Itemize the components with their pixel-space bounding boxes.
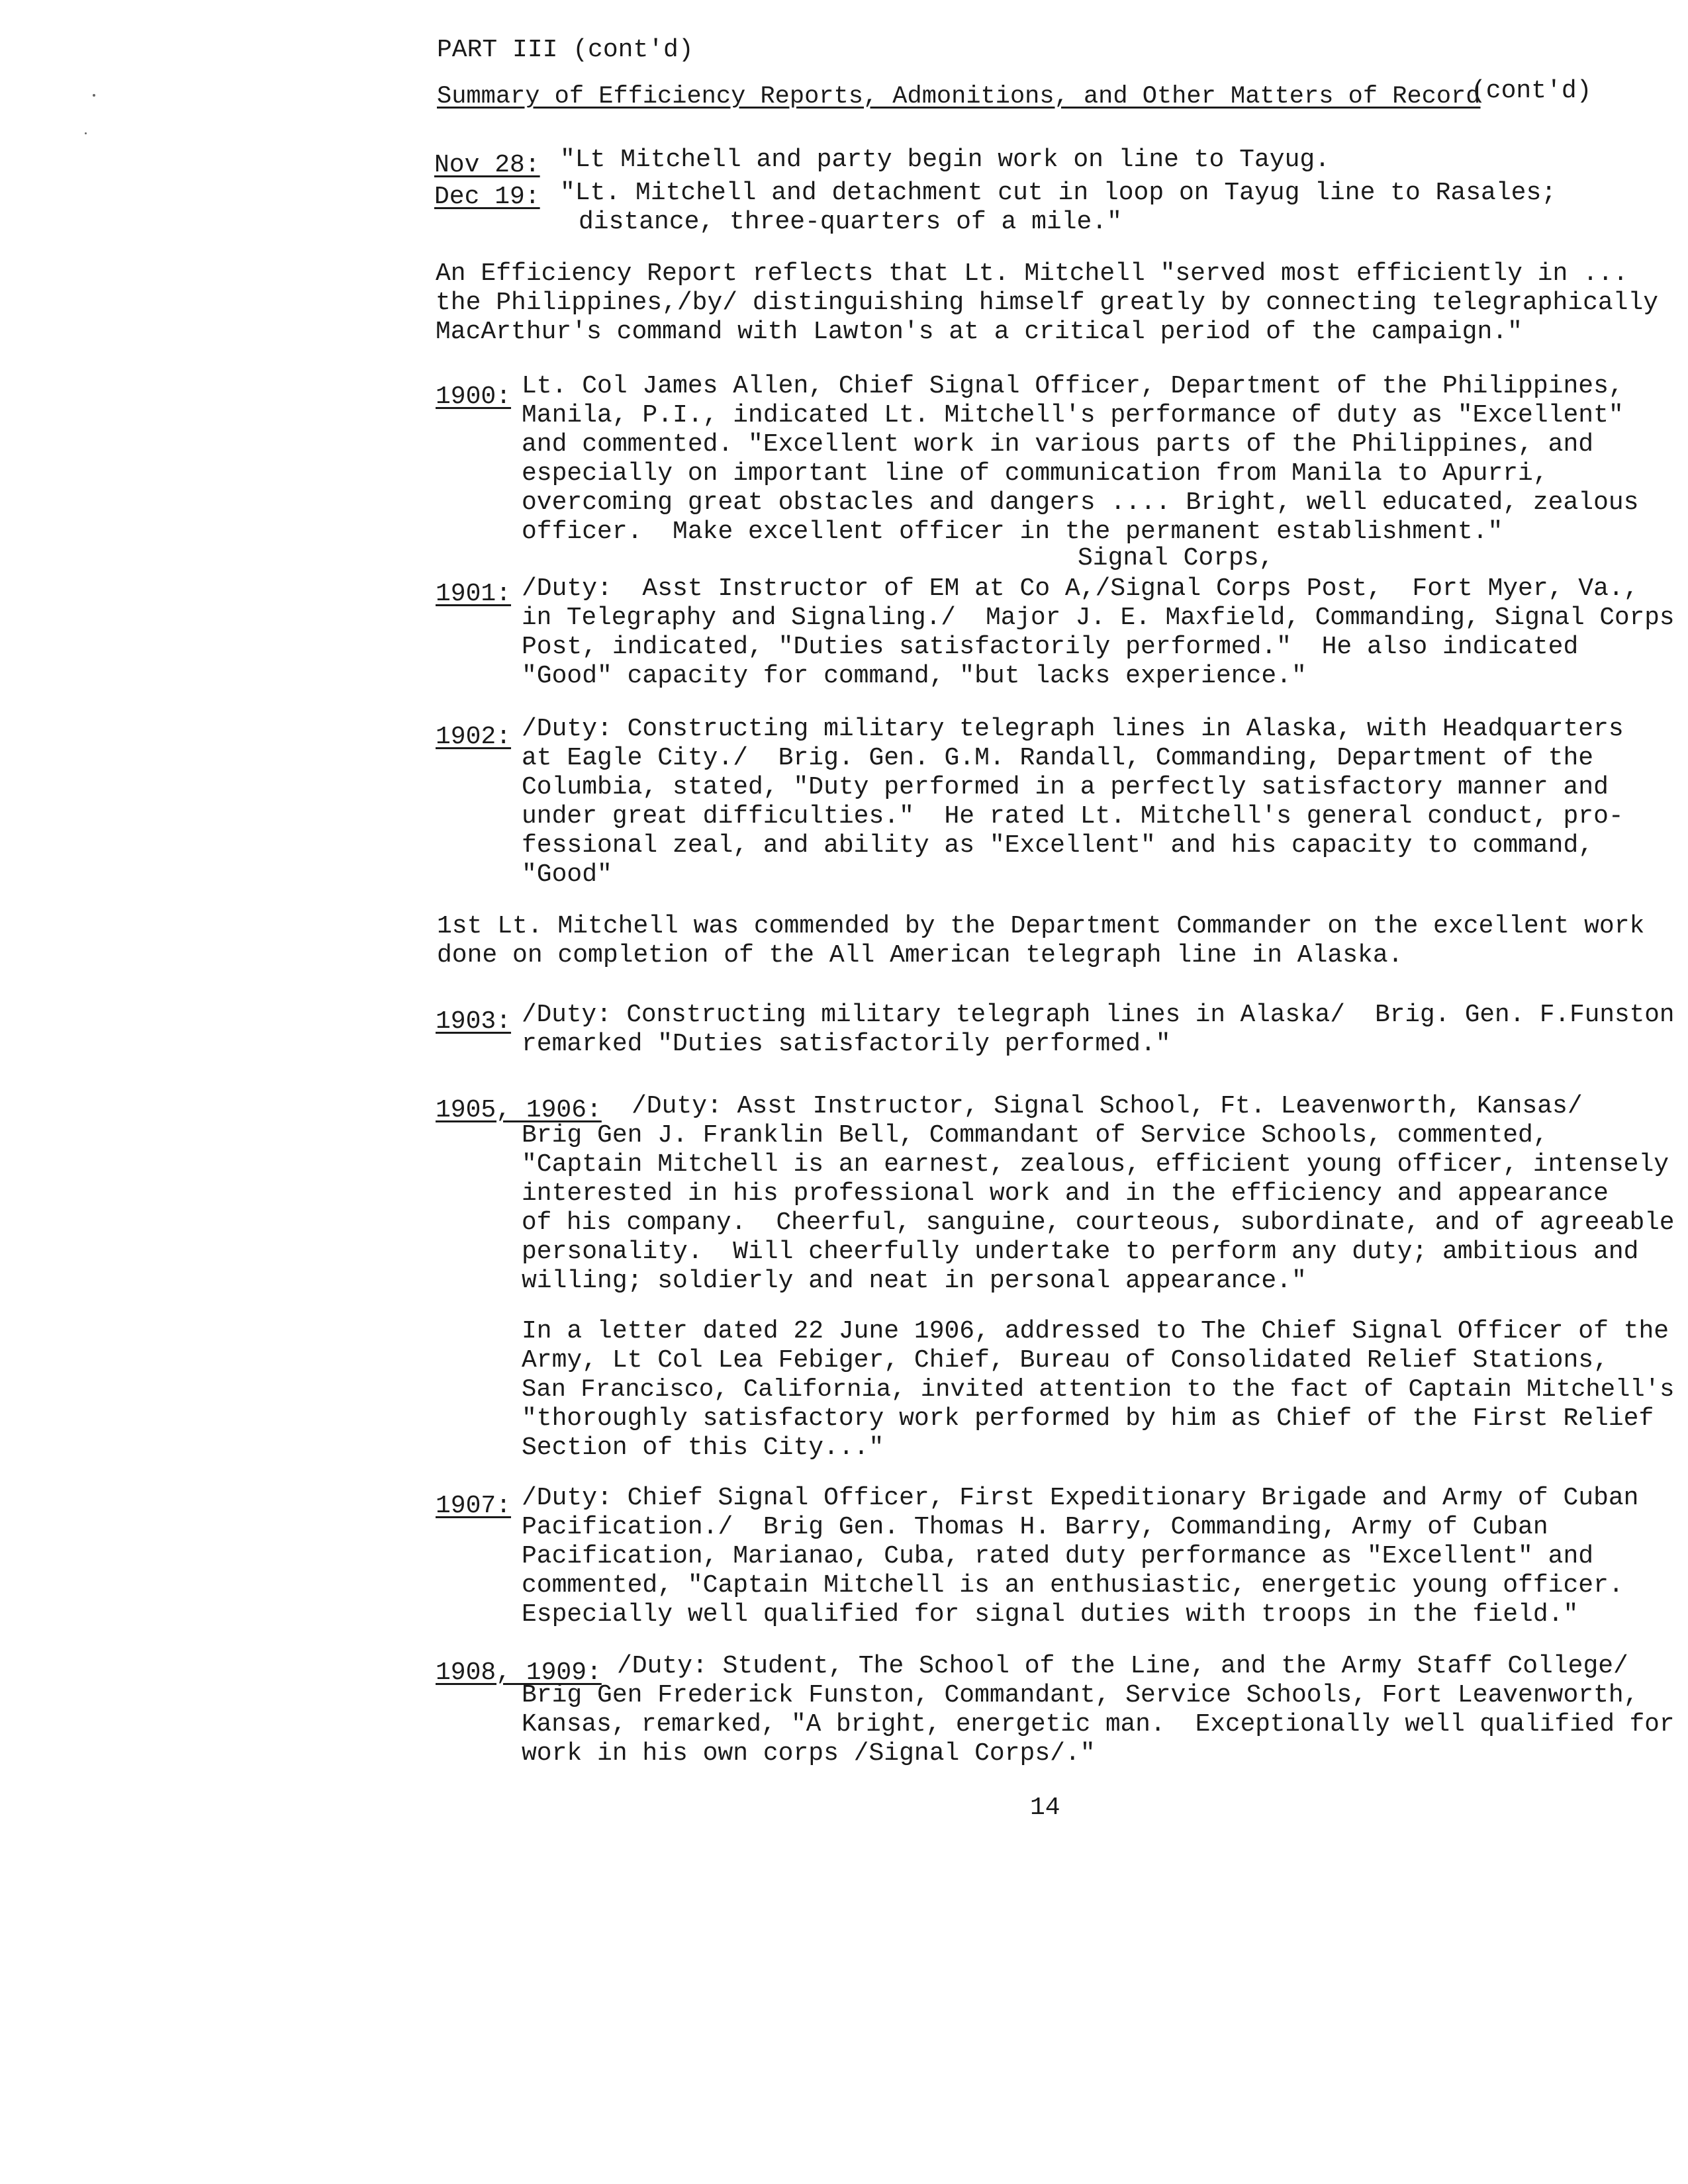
scan-speck <box>93 94 95 97</box>
entry-text-line: /Duty: Asst Instructor, Signal School, Ft. Leavenworth, Kansas/ <box>632 1092 1583 1120</box>
entry-text-line: /Duty: Asst Instructor of EM at Co A,/Signal Corps Post, Fort Myer, Va., <box>522 574 1639 603</box>
entry-text-nov-28: "Lt Mitchell and party begin work on line to Tayug. <box>560 146 1330 174</box>
paragraph-line: An Efficiency Report reflects that Lt. Mitchell "served most efficiently in ... <box>436 259 1628 288</box>
summary-title: Summary of Efficiency Reports, Admonitions, and Other Matters of Record <box>437 83 1481 111</box>
entry-text-line: overcoming great obstacles and dangers .... Bright, well educated, zealous <box>522 488 1639 517</box>
letter-line: San Francisco, California, invited attention to the fact of Captain Mitchell's <box>522 1376 1675 1404</box>
entry-label-nov-28: Nov 28: <box>434 151 540 179</box>
entry-text-line: "Captain Mitchell is an earnest, zealous, efficient young officer, intensely <box>522 1150 1669 1179</box>
entry-text-line: Columbia, stated, "Duty performed in a perfectly satisfactory manner and <box>522 773 1609 801</box>
entry-text-line: under great difficulties." He rated Lt. Mitchell's general conduct, pro- <box>522 802 1624 831</box>
entry-text-line: distance, three-quarters of a mile." <box>579 208 1122 236</box>
entry-text-line: Brig Gen Frederick Funston, Commandant, Service Schools, Fort Leavenworth, <box>522 1681 1639 1709</box>
letter-line: Army, Lt Col Lea Febiger, Chief, Bureau of Consolidated Relief Stations, <box>522 1346 1609 1375</box>
entry-text-line: Manila, P.I., indicated Lt. Mitchell's performance of duty as "Excellent" <box>522 401 1624 430</box>
entry-text-line: Especially well qualified for signal duties with troops in the field." <box>522 1600 1579 1629</box>
entry-text-line: in Telegraphy and Signaling./ Major J. E. Maxfield, Commanding, Signal Corps <box>522 604 1675 632</box>
entry-label-1908-1909: 1908, 1909: <box>436 1659 602 1687</box>
entry-label-dec-19: Dec 19: <box>434 183 540 211</box>
entry-label-1903: 1903: <box>436 1007 512 1036</box>
letter-line: "thoroughly satisfactory work performed by him as Chief of the First Relief <box>522 1404 1654 1433</box>
entry-text-line: fessional zeal, and ability as "Excellent" and his capacity to command, <box>522 831 1594 860</box>
entry-text-line: commented, "Captain Mitchell is an enthusiastic, energetic young officer. <box>522 1571 1624 1600</box>
entry-label-1900: 1900: <box>436 383 512 411</box>
page-number: 14 <box>1030 1794 1060 1822</box>
entry-text-line: /Duty: Student, The School of the Line, and the Army Staff College/ <box>617 1652 1628 1680</box>
entry-text-line: "Lt. Mitchell and detachment cut in loop on Tayug line to Rasales; <box>560 179 1557 207</box>
entry-text-line: at Eagle City./ Brig. Gen. G.M. Randall, Commanding, Department of the <box>522 744 1594 772</box>
entry-label-1905-1906: 1905, 1906: <box>436 1096 602 1124</box>
paragraph-line: MacArthur's command with Lawton's at a critical period of the campaign." <box>436 318 1523 346</box>
entry-text-line: work in his own corps /Signal Corps/." <box>522 1739 1096 1768</box>
entry-text-line: /Duty: Constructing military telegraph lines in Alaska/ Brig. Gen. F.Funston <box>522 1001 1675 1029</box>
entry-text-line: Pacification, Marianao, Cuba, rated duty performance as "Excellent" and <box>522 1542 1594 1570</box>
entry-text-line: Lt. Col James Allen, Chief Signal Officer, Department of the Philippines, <box>522 372 1624 400</box>
entry-text-line: and commented. "Excellent work in various parts of the Philippines, and <box>522 430 1594 459</box>
entry-text-line: willing; soldierly and neat in personal appearance." <box>522 1267 1307 1295</box>
entry-text-line: officer. Make excellent officer in the permanent establishment." <box>522 518 1503 546</box>
entry-label-1902: 1902: <box>436 723 512 751</box>
letter-line: In a letter dated 22 June 1906, addressed to The Chief Signal Officer of the <box>522 1317 1669 1345</box>
entry-text-line: personality. Will cheerfully undertake to perform any duty; ambitious and <box>522 1238 1639 1266</box>
entry-text-line: of his company. Cheerful, sanguine, courteous, subordinate, and of agreeable <box>522 1209 1675 1237</box>
summary-continued: (cont'd) <box>1471 77 1592 105</box>
entry-label-1907: 1907: <box>436 1492 512 1520</box>
scan-speck <box>85 132 87 134</box>
part-heading: PART III (cont'd) <box>437 36 694 64</box>
entry-text-line: interested in his professional work and in the efficiency and appearance <box>522 1179 1609 1208</box>
entry-text-line: Kansas, remarked, "A bright, energetic man. Exceptionally well qualified for <box>522 1711 1675 1739</box>
entry-text-line: /Duty: Chief Signal Officer, First Expeditionary Brigade and Army of Cuban <box>522 1484 1639 1512</box>
entry-text-line: Post, indicated, "Duties satisfactorily performed." He also indicated <box>522 633 1579 661</box>
letter-line: Section of this City..." <box>522 1433 884 1462</box>
entry-text-line: Pacification./ Brig Gen. Thomas H. Barry, Commanding, Army of Cuban <box>522 1513 1548 1541</box>
paragraph-line: done on completion of the All American telegraph line in Alaska. <box>437 941 1403 970</box>
entry-label-1901: 1901: <box>436 580 512 608</box>
entry-text-line: especially on important line of communication from Manila to Apurri, <box>522 459 1548 488</box>
paragraph-line: 1st Lt. Mitchell was commended by the Department Commander on the excellent work <box>437 912 1645 940</box>
entry-text-line: "Good" <box>522 860 612 889</box>
entry-text-line: remarked "Duties satisfactorily performed." <box>522 1030 1171 1058</box>
entry-text-line: /Duty: Constructing military telegraph lines in Alaska, with Headquarters <box>522 715 1624 743</box>
entry-text-line: "Good" capacity for command, "but lacks experience." <box>522 662 1307 690</box>
interlinear-insert: Signal Corps, <box>1078 544 1274 572</box>
paragraph-line: the Philippines,/by/ distinguishing himself greatly by connecting telegraphically <box>436 289 1659 317</box>
entry-text-line: Brig Gen J. Franklin Bell, Commandant of Service Schools, commented, <box>522 1121 1548 1150</box>
